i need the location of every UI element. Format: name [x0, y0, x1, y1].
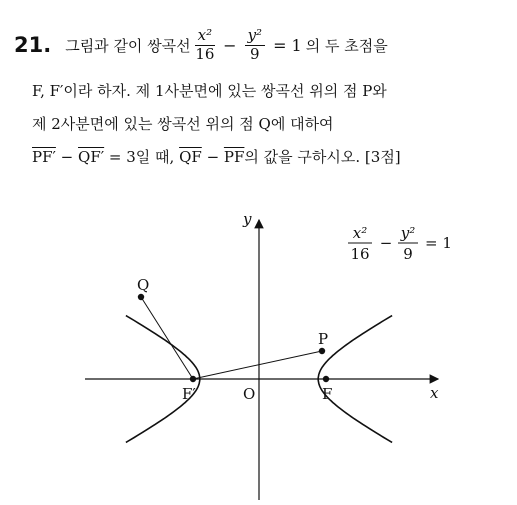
segment-qf-prime: QF′ [78, 148, 105, 166]
segment-p-to-f-prime [193, 351, 322, 379]
question-intro: 그림과 같이 쌍곡선 [65, 36, 191, 55]
equation-label [348, 224, 452, 263]
label-f-prime: F′ [182, 385, 196, 403]
question-first-line [14, 28, 388, 63]
equation-y-numerator: y² [245, 28, 266, 46]
eq-label-rhs: = 1 [425, 234, 452, 252]
point-p-dot [319, 348, 325, 354]
label-f: F [322, 385, 333, 403]
hyperbola-graph [60, 200, 490, 500]
problem-statement [0, 0, 517, 200]
line4-minus-1: − [55, 148, 79, 166]
equation-y-denominator: 9 [250, 44, 260, 63]
line4-condition: = 3일 때, [104, 148, 180, 166]
line4-minus-2: − [201, 148, 224, 166]
segment-pf-prime: PF′ [32, 148, 56, 166]
question-line-4 [32, 146, 401, 167]
eq-label-x-den: 16 [350, 245, 370, 263]
eq-label-y-num: y² [400, 224, 416, 242]
equation-rhs: = 1 [273, 35, 302, 55]
question-intro-tail: 의 두 초점을 [305, 36, 388, 55]
eq-label-y-den: 9 [403, 245, 413, 263]
eq-label-minus: − [379, 234, 393, 252]
label-y-axis: y [243, 210, 252, 228]
equation-x-numerator: x² [195, 28, 215, 46]
equation-x-term [195, 28, 215, 63]
segment-pf: $\overline{PF}$ [223, 148, 245, 166]
segment-qf: $\overline{QF}$ [179, 148, 202, 166]
question-line-2: F, F′이라 하자. 제 1사분면에 있는 쌍곡선 위의 점 P와 [32, 82, 387, 100]
equation-minus: − [223, 35, 237, 55]
focus-f-dot [323, 376, 329, 382]
hyperbola-figure [60, 200, 490, 500]
line4-question: 의 값을 구하시오. [3점] [244, 148, 401, 166]
question-line-3: 제 2사분면에 있는 쌍곡선 위의 점 Q에 대하여 [32, 115, 334, 133]
point-q-dot [138, 294, 144, 300]
equation-y-term [245, 28, 266, 63]
segment-q-to-f-prime [141, 297, 193, 379]
eq-label-x-num: x² [352, 224, 368, 242]
label-q: Q [137, 276, 150, 294]
focus-f-prime-dot [190, 376, 196, 382]
label-x-axis: x [430, 384, 439, 402]
label-p: P [318, 330, 329, 348]
equation-x-denominator: 16 [195, 44, 215, 63]
question-number: 21. [14, 33, 52, 58]
label-origin: O [243, 385, 256, 403]
